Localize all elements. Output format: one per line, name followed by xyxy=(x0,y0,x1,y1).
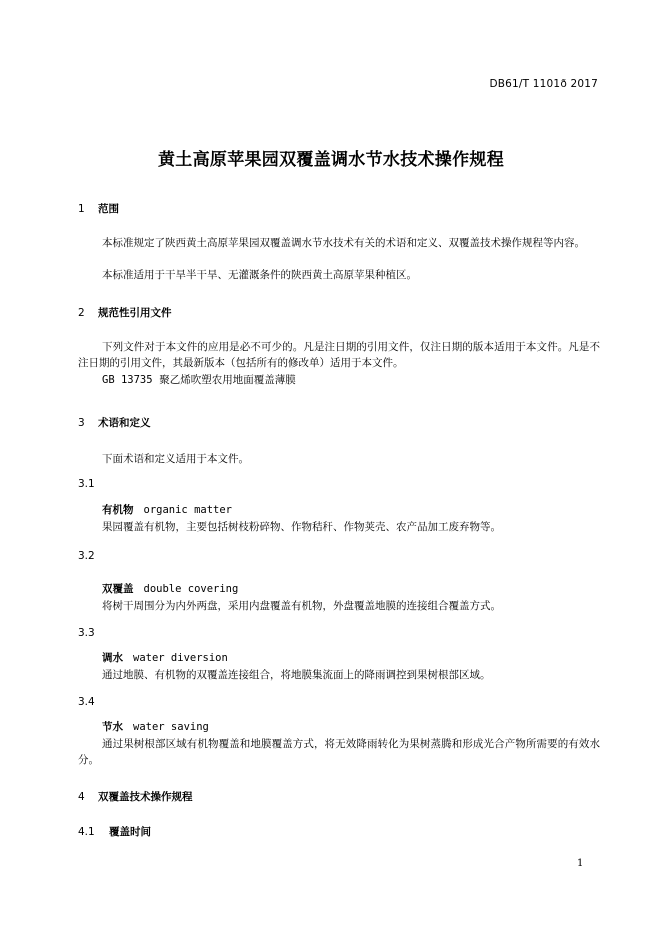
section-2-paragraph-1: 下列文件对于本文件的应用是必不可少的。凡是注日期的引用文件，仅注日期的版本适用于本文件。凡是不注日期的引用文件，其最新版本（包括所有的修改单）适用于本文件。 xyxy=(78,341,600,369)
normative-reference xyxy=(102,372,296,387)
section-3-intro: 下面术语和定义适用于本文件。 xyxy=(102,453,249,465)
section-number: 3 xyxy=(78,417,85,429)
section-1-heading xyxy=(78,201,119,216)
section-1-paragraph-2: 本标准适用于干旱半干旱、无灌溉条件的陕西黄土高原苹果种植区。 xyxy=(102,269,417,281)
term-zh: 调水 xyxy=(102,652,123,664)
term-heading xyxy=(102,502,232,517)
section-title: 术语和定义 xyxy=(98,417,151,429)
term-zh: 有机物 xyxy=(102,504,134,516)
page-number: 1 xyxy=(577,858,584,869)
subsection-number: 4.1 xyxy=(78,826,95,838)
document-number: DB61/T 1101ð 2017 xyxy=(489,78,598,90)
section-number: 4 xyxy=(78,791,85,803)
term-definition: 通过果树根部区域有机物覆盖和地膜覆盖方式，将无效降雨转化为果树蒸腾和形成光合产物所需要的有效水分。 xyxy=(78,738,600,766)
term-en: organic matter xyxy=(143,504,233,516)
section-3-heading xyxy=(78,415,151,430)
term-heading xyxy=(102,719,209,734)
term-en: water saving xyxy=(133,721,209,733)
reference-code: GB 13735 xyxy=(102,374,153,386)
section-4-heading xyxy=(78,789,193,804)
section-number: 2 xyxy=(78,307,85,319)
term-definition: 将树干周围分为内外两盘，采用内盘覆盖有机物，外盘覆盖地膜的连接组合覆盖方式。 xyxy=(102,600,501,612)
subsection-4-1-heading xyxy=(78,824,151,839)
term-number: 3.3 xyxy=(78,627,95,639)
term-heading xyxy=(102,650,228,665)
term-heading xyxy=(102,581,238,596)
term-definition: 通过地膜、有机物的双覆盖连接组合，将地膜集流面上的降雨调控到果树根部区域。 xyxy=(102,669,491,681)
term-definition: 果园覆盖有机物，主要包括树枝粉碎物、作物秸秆、作物荚壳、农产品加工废弃物等。 xyxy=(102,521,501,533)
section-title: 双覆盖技术操作规程 xyxy=(98,791,193,803)
term-number: 3.4 xyxy=(78,696,95,708)
subsection-title: 覆盖时间 xyxy=(109,826,151,838)
term-number: 3.2 xyxy=(78,550,95,562)
term-en: water diversion xyxy=(133,652,228,664)
page-title: 黄土高原苹果园双覆盖调水节水技术操作规程 xyxy=(158,150,504,170)
section-1-paragraph-1: 本标准规定了陕西黄土高原苹果园双覆盖调水节水技术有关的术语和定义、双覆盖技术操作规程等内容。 xyxy=(102,237,585,249)
section-title: 范围 xyxy=(98,203,119,215)
section-number: 1 xyxy=(78,203,85,215)
section-2-heading xyxy=(78,305,172,320)
term-zh: 双覆盖 xyxy=(102,583,134,595)
reference-title: 聚乙烯吹塑农用地面覆盖薄膜 xyxy=(159,374,296,386)
term-number: 3.1 xyxy=(78,478,95,490)
section-title: 规范性引用文件 xyxy=(98,307,172,319)
term-zh: 节水 xyxy=(102,721,123,733)
term-en: double covering xyxy=(143,583,239,595)
